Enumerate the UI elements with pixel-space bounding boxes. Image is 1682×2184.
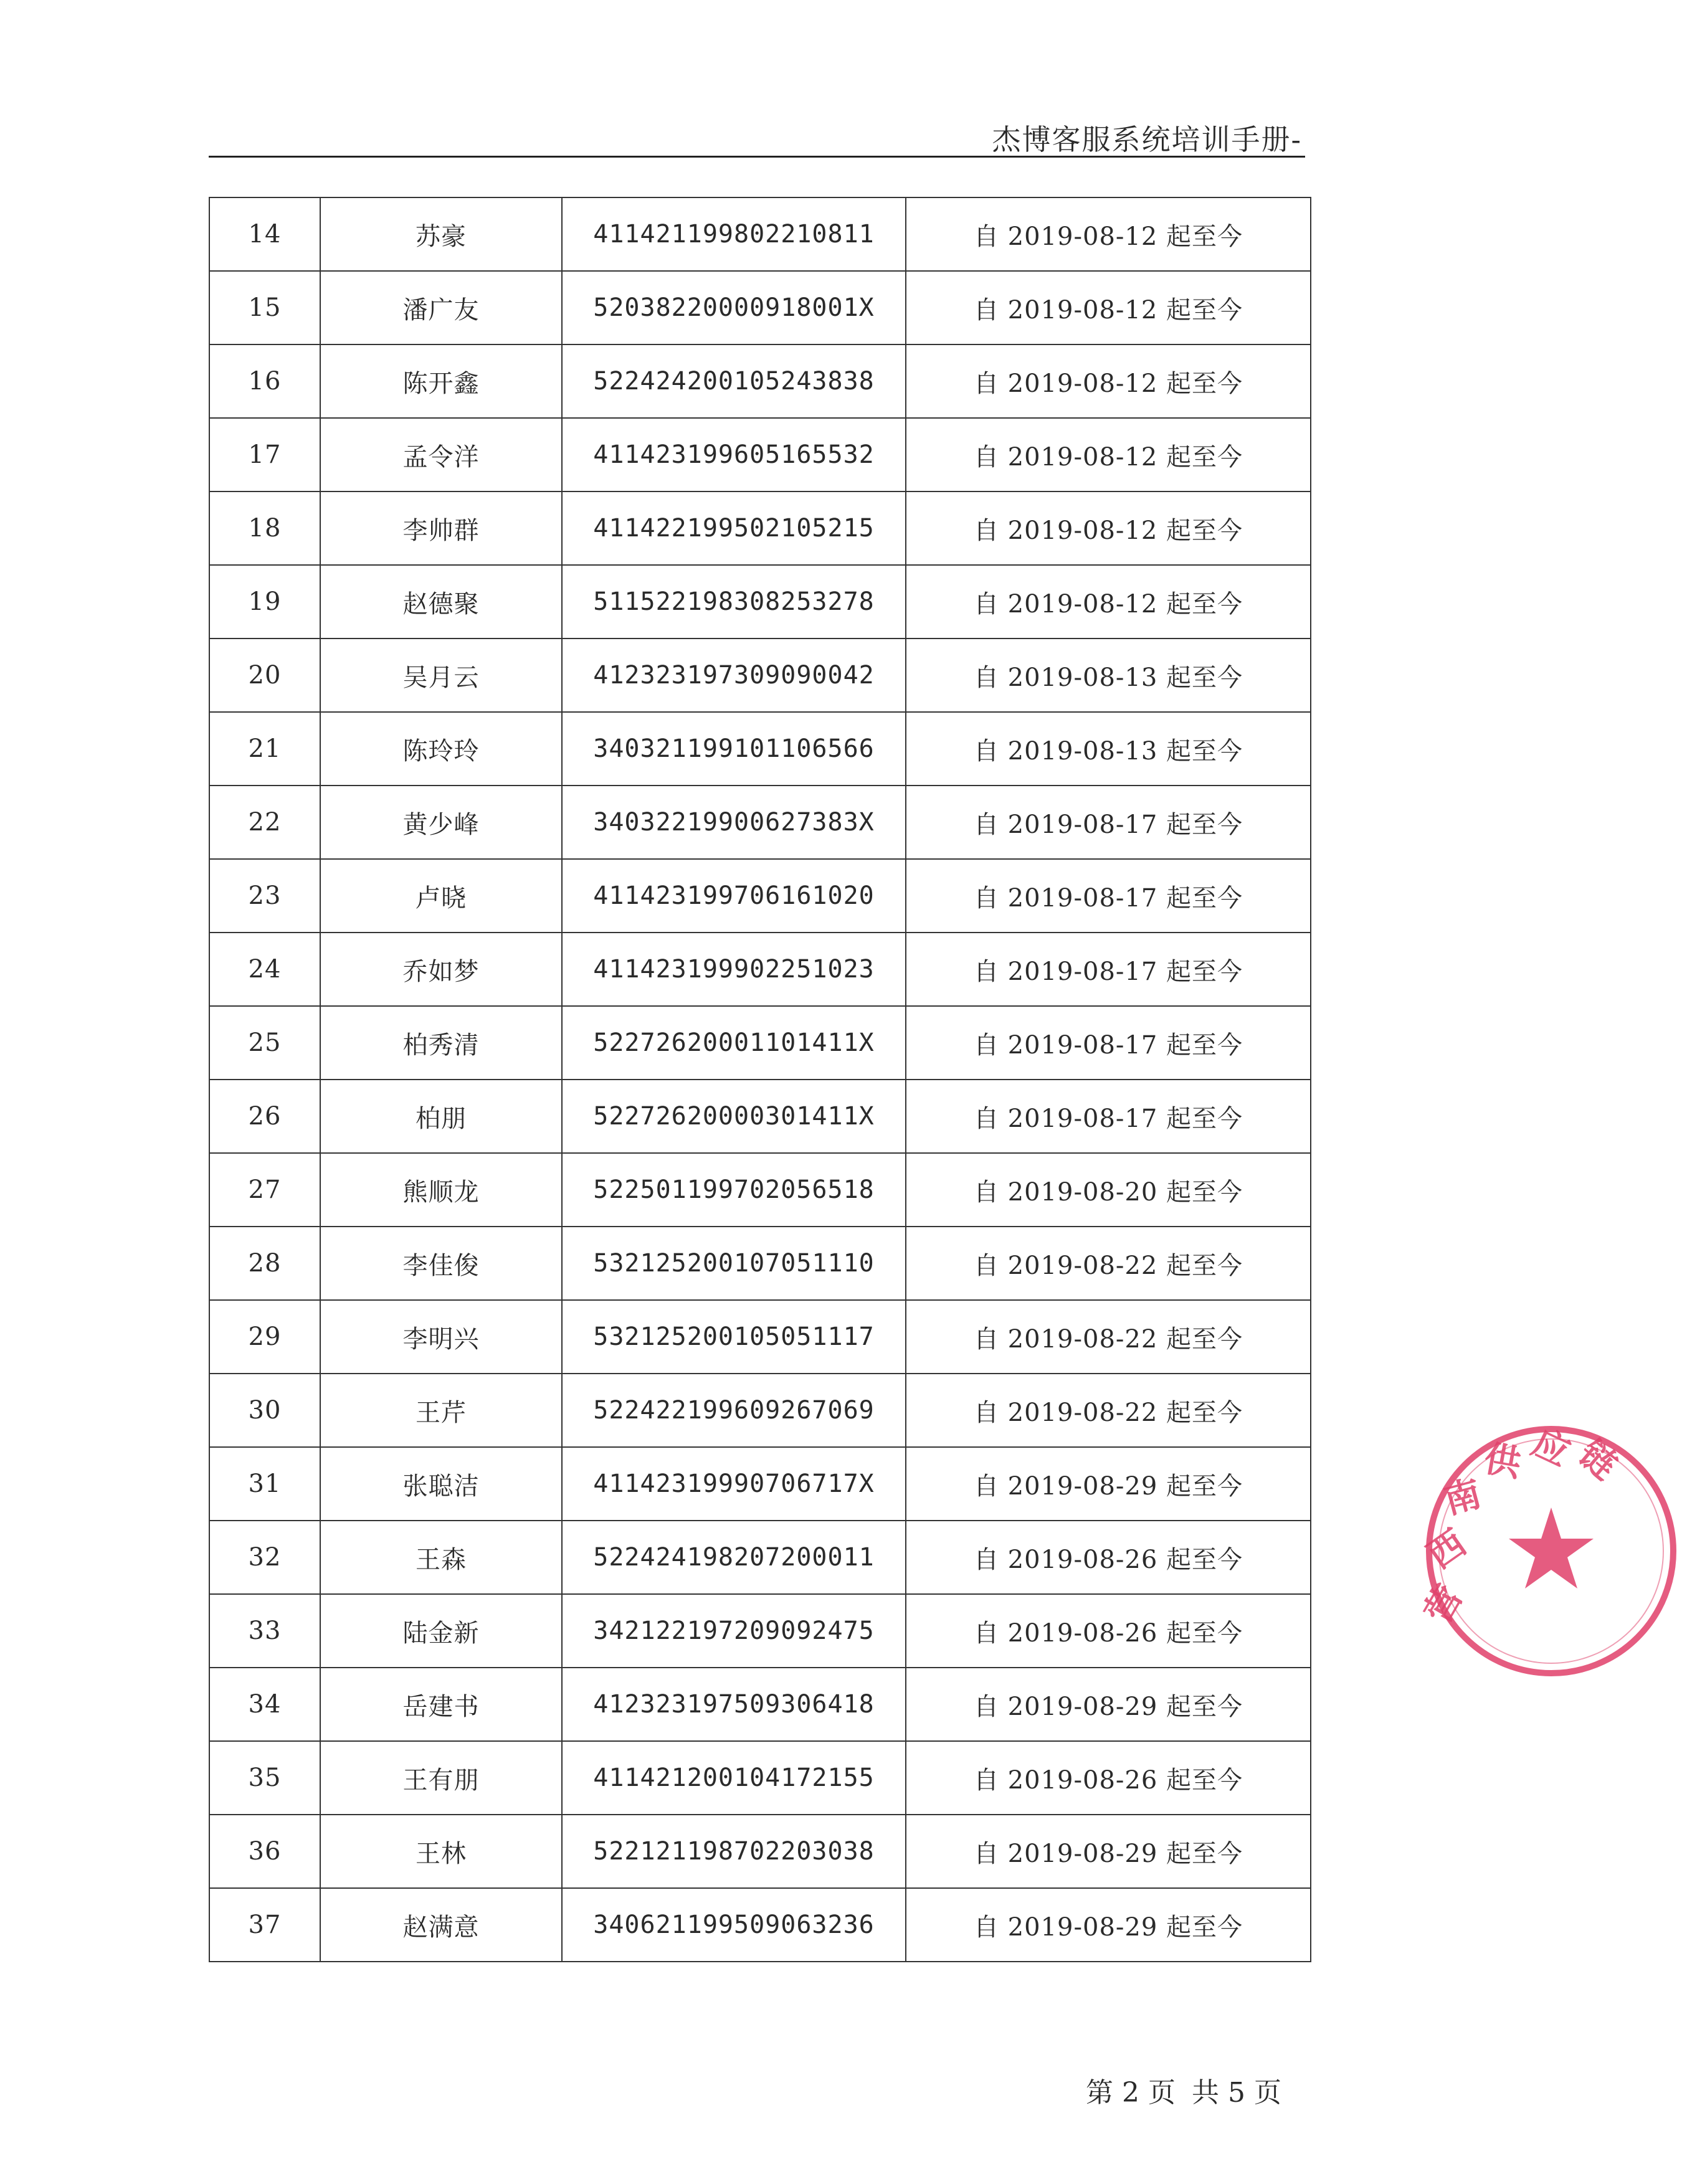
name-cell: 熊顺龙 bbox=[320, 1153, 562, 1227]
table-row bbox=[209, 1594, 1311, 1668]
table-row bbox=[209, 1153, 1311, 1227]
id-number-cell: 511522198308253278 bbox=[562, 565, 906, 639]
id-number-cell: 532125200107051110 bbox=[562, 1227, 906, 1300]
id-number-cell: 411421199802210811 bbox=[562, 197, 906, 271]
svg-text:链: 链 bbox=[1570, 1431, 1626, 1488]
employment-period-cell: 自 2019-08-13 起至今 bbox=[906, 639, 1311, 712]
row-number-cell: 23 bbox=[209, 859, 320, 933]
row-number-cell: 19 bbox=[209, 565, 320, 639]
employment-period-cell: 自 2019-08-26 起至今 bbox=[906, 1521, 1311, 1594]
id-number-cell: 522422199609267069 bbox=[562, 1374, 906, 1447]
employment-period-cell: 自 2019-08-29 起至今 bbox=[906, 1668, 1311, 1741]
id-number-cell: 522424198207200011 bbox=[562, 1521, 906, 1594]
table-row bbox=[209, 1374, 1311, 1447]
employment-period-cell: 自 2019-08-22 起至今 bbox=[906, 1300, 1311, 1374]
company-seal-stamp bbox=[1416, 1420, 1682, 1682]
row-number-cell: 25 bbox=[209, 1006, 320, 1080]
employment-period-cell: 自 2019-08-22 起至今 bbox=[906, 1374, 1311, 1447]
id-number-cell: 342122197209092475 bbox=[562, 1594, 906, 1668]
table-row bbox=[209, 859, 1311, 933]
employment-period-cell: 自 2019-08-12 起至今 bbox=[906, 565, 1311, 639]
document-header-title: 杰博客服系统培训手册- bbox=[992, 123, 1302, 156]
row-number-cell: 33 bbox=[209, 1594, 320, 1668]
employment-period-cell: 自 2019-08-17 起至今 bbox=[906, 1006, 1311, 1080]
table-row bbox=[209, 491, 1311, 565]
table-row bbox=[209, 418, 1311, 491]
row-number-cell: 24 bbox=[209, 933, 320, 1006]
id-number-cell: 412323197509306418 bbox=[562, 1668, 906, 1741]
name-cell: 陆金新 bbox=[320, 1594, 562, 1668]
row-number-cell: 26 bbox=[209, 1080, 320, 1153]
employment-period-cell: 自 2019-08-12 起至今 bbox=[906, 344, 1311, 418]
roster-body bbox=[209, 197, 1311, 1962]
name-cell: 王林 bbox=[320, 1815, 562, 1888]
table-row bbox=[209, 1741, 1311, 1815]
table-row bbox=[209, 1227, 1311, 1300]
employment-period-cell: 自 2019-08-12 起至今 bbox=[906, 271, 1311, 344]
name-cell: 卢晓 bbox=[320, 859, 562, 933]
table-row bbox=[209, 1006, 1311, 1080]
employment-period-cell: 自 2019-08-26 起至今 bbox=[906, 1594, 1311, 1668]
employment-period-cell: 自 2019-08-17 起至今 bbox=[906, 1080, 1311, 1153]
id-number-cell: 522501199702056518 bbox=[562, 1153, 906, 1227]
id-number-cell: 52038220000918001X bbox=[562, 271, 906, 344]
table-row bbox=[209, 1300, 1311, 1374]
row-number-cell: 32 bbox=[209, 1521, 320, 1594]
row-number-cell: 30 bbox=[209, 1374, 320, 1447]
id-number-cell: 52272620001101411X bbox=[562, 1006, 906, 1080]
table-row bbox=[209, 1080, 1311, 1153]
svg-text:南: 南 bbox=[1440, 1471, 1486, 1522]
id-number-cell: 411423199605165532 bbox=[562, 418, 906, 491]
name-cell: 张聪洁 bbox=[320, 1447, 562, 1521]
svg-text:供: 供 bbox=[1481, 1436, 1524, 1485]
row-number-cell: 37 bbox=[209, 1888, 320, 1962]
svg-text:西: 西 bbox=[1420, 1521, 1474, 1577]
table-row bbox=[209, 786, 1311, 859]
table-row bbox=[209, 1815, 1311, 1888]
employment-period-cell: 自 2019-08-26 起至今 bbox=[906, 1741, 1311, 1815]
name-cell: 柏朋 bbox=[320, 1080, 562, 1153]
table-row bbox=[209, 197, 1311, 271]
name-cell: 黄少峰 bbox=[320, 786, 562, 859]
row-number-cell: 20 bbox=[209, 639, 320, 712]
row-number-cell: 15 bbox=[209, 271, 320, 344]
table-row bbox=[209, 1447, 1311, 1521]
id-number-cell: 412323197309090042 bbox=[562, 639, 906, 712]
id-number-cell: 52272620000301411X bbox=[562, 1080, 906, 1153]
id-number-cell: 411423199902251023 bbox=[562, 933, 906, 1006]
table-row bbox=[209, 933, 1311, 1006]
row-number-cell: 21 bbox=[209, 712, 320, 786]
name-cell: 陈玲玲 bbox=[320, 712, 562, 786]
row-number-cell: 29 bbox=[209, 1300, 320, 1374]
svg-text:应: 应 bbox=[1526, 1421, 1577, 1475]
id-number-cell: 340321199101106566 bbox=[562, 712, 906, 786]
page-footer bbox=[997, 2070, 1371, 2110]
name-cell: 乔如梦 bbox=[320, 933, 562, 1006]
table-row bbox=[209, 712, 1311, 786]
row-number-cell: 34 bbox=[209, 1668, 320, 1741]
employment-period-cell: 自 2019-08-12 起至今 bbox=[906, 491, 1311, 565]
table-row bbox=[209, 639, 1311, 712]
name-cell: 王芹 bbox=[320, 1374, 562, 1447]
table-row bbox=[209, 1521, 1311, 1594]
employment-period-cell: 自 2019-08-29 起至今 bbox=[906, 1888, 1311, 1962]
name-cell: 李佳俊 bbox=[320, 1227, 562, 1300]
id-number-cell: 34032219900627383X bbox=[562, 786, 906, 859]
svg-text:营: 营 bbox=[1416, 1577, 1471, 1630]
table-row bbox=[209, 271, 1311, 344]
name-cell: 潘广友 bbox=[320, 271, 562, 344]
name-cell: 柏秀清 bbox=[320, 1006, 562, 1080]
employment-period-cell: 自 2019-08-17 起至今 bbox=[906, 933, 1311, 1006]
table-row bbox=[209, 1888, 1311, 1962]
name-cell: 李帅群 bbox=[320, 491, 562, 565]
header-divider bbox=[209, 156, 1305, 158]
id-number-cell: 340621199509063236 bbox=[562, 1888, 906, 1962]
name-cell: 孟令洋 bbox=[320, 418, 562, 491]
table-row bbox=[209, 565, 1311, 639]
name-cell: 赵德聚 bbox=[320, 565, 562, 639]
row-number-cell: 22 bbox=[209, 786, 320, 859]
name-cell: 赵满意 bbox=[320, 1888, 562, 1962]
employment-period-cell: 自 2019-08-17 起至今 bbox=[906, 786, 1311, 859]
employment-period-cell: 自 2019-08-12 起至今 bbox=[906, 418, 1311, 491]
employment-period-cell: 自 2019-08-20 起至今 bbox=[906, 1153, 1311, 1227]
id-number-cell: 41142319990706717X bbox=[562, 1447, 906, 1521]
id-number-cell: 411421200104172155 bbox=[562, 1741, 906, 1815]
row-number-cell: 35 bbox=[209, 1741, 320, 1815]
id-number-cell: 522424200105243838 bbox=[562, 344, 906, 418]
id-number-cell: 532125200105051117 bbox=[562, 1300, 906, 1374]
table-row bbox=[209, 344, 1311, 418]
page-total: 共 5 页 bbox=[1192, 2077, 1281, 2109]
id-number-cell: 522121198702203038 bbox=[562, 1815, 906, 1888]
row-number-cell: 28 bbox=[209, 1227, 320, 1300]
table-row bbox=[209, 1668, 1311, 1741]
row-number-cell: 31 bbox=[209, 1447, 320, 1521]
name-cell: 吴月云 bbox=[320, 639, 562, 712]
employment-period-cell: 自 2019-08-22 起至今 bbox=[906, 1227, 1311, 1300]
employment-period-cell: 自 2019-08-13 起至今 bbox=[906, 712, 1311, 786]
name-cell: 岳建书 bbox=[320, 1668, 562, 1741]
row-number-cell: 18 bbox=[209, 491, 320, 565]
name-cell: 李明兴 bbox=[320, 1300, 562, 1374]
row-number-cell: 36 bbox=[209, 1815, 320, 1888]
employment-period-cell: 自 2019-08-29 起至今 bbox=[906, 1815, 1311, 1888]
employment-period-cell: 自 2019-08-29 起至今 bbox=[906, 1447, 1311, 1521]
name-cell: 陈开鑫 bbox=[320, 344, 562, 418]
row-number-cell: 17 bbox=[209, 418, 320, 491]
employee-roster-table bbox=[209, 197, 1311, 1962]
id-number-cell: 411423199706161020 bbox=[562, 859, 906, 933]
employment-period-cell: 自 2019-08-12 起至今 bbox=[906, 197, 1311, 271]
employment-period-cell: 自 2019-08-17 起至今 bbox=[906, 859, 1311, 933]
row-number-cell: 16 bbox=[209, 344, 320, 418]
id-number-cell: 411422199502105215 bbox=[562, 491, 906, 565]
row-number-cell: 27 bbox=[209, 1153, 320, 1227]
row-number-cell: 14 bbox=[209, 197, 320, 271]
name-cell: 苏豪 bbox=[320, 197, 562, 271]
page-number: 第 2 页 bbox=[1086, 2077, 1176, 2109]
name-cell: 王有朋 bbox=[320, 1741, 562, 1815]
name-cell: 王森 bbox=[320, 1521, 562, 1594]
